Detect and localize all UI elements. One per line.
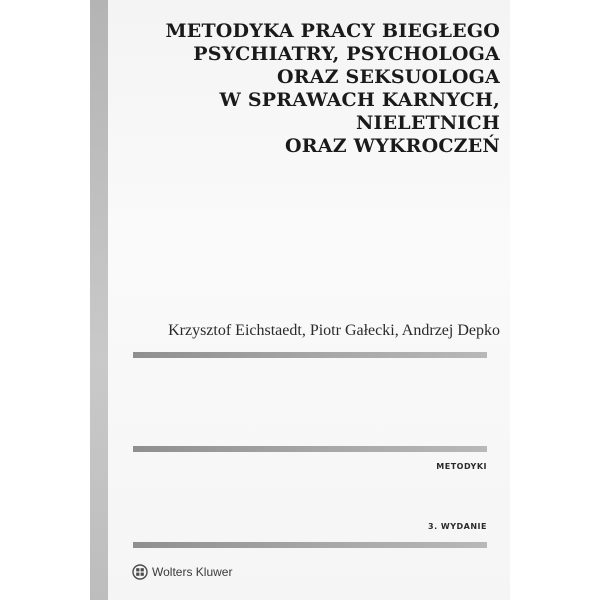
title-line: ORAZ SEKSUOLOGA	[276, 66, 500, 88]
title-line: NIELETNICH	[355, 112, 500, 134]
series-label: METODYKI	[436, 462, 487, 471]
book-title	[140, 20, 500, 158]
divider-rule	[133, 542, 487, 548]
cover-side-bar	[90, 0, 108, 600]
title-line: PSYCHIATRY, PSYCHOLOGA	[193, 43, 500, 65]
title-line: W SPRAWACH KARNYCH,	[219, 89, 500, 111]
publisher-name: Wolters Kluwer	[152, 565, 233, 579]
divider-rule	[133, 446, 487, 452]
edition-label: 3. WYDANIE	[428, 522, 487, 531]
publisher-logo	[132, 562, 232, 582]
wolters-kluwer-logo-icon	[132, 564, 148, 580]
divider-rule	[133, 352, 487, 358]
book-authors: Krzysztof Eichstaedt, Piotr Gałecki, Andrzej Depko	[168, 322, 500, 339]
title-line: ORAZ WYKROCZEŃ	[285, 135, 500, 157]
title-line: METODYKA PRACY BIEGŁEGO	[165, 20, 500, 42]
